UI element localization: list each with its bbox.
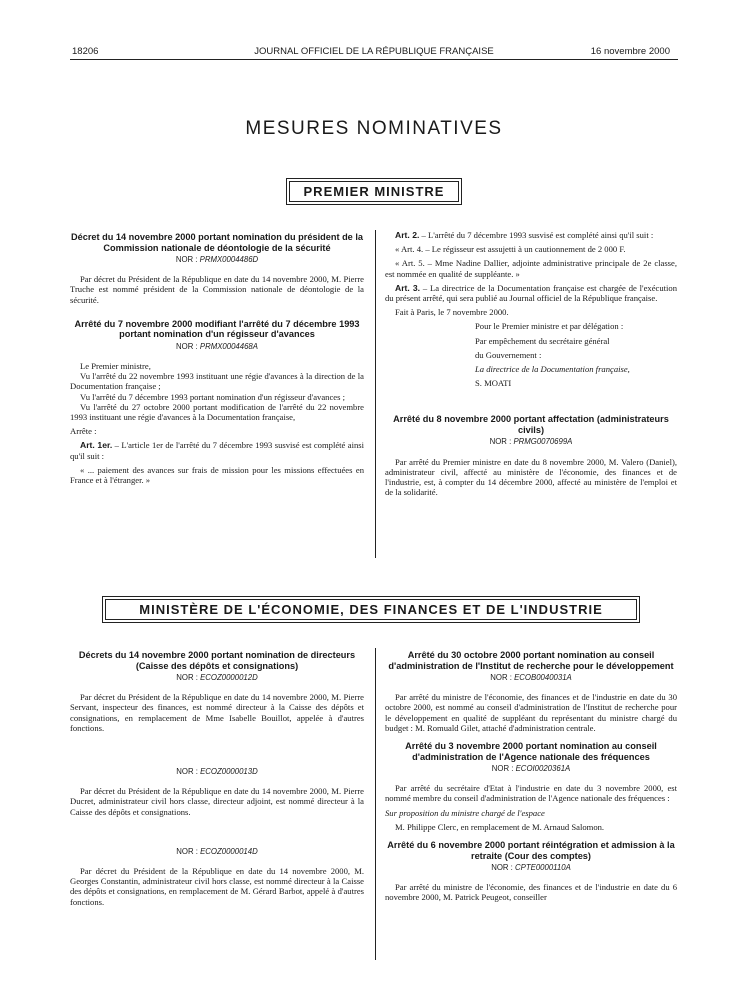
article-text: Art. 1er. – L'article 1er de l'arrêté du 7 décembre 1993 susvisé est complété ainsi qu'il suit :: [70, 440, 364, 461]
page-title: MESURES NOMINATIVES: [245, 118, 503, 139]
article-text: Le Premier ministre,: [80, 361, 151, 372]
article-text: Vu l'arrêté du 7 décembre 1993 portant nomination d'un régisseur d'avances ;: [80, 391, 345, 402]
nor-reference: NOR : CPTE0000110A: [491, 863, 571, 873]
arrete-label: Arrête :: [70, 426, 97, 437]
article-title: Décret du 14 novembre 2000 portant nomination du président de la Commission nationale de déontologie de la sécurité: [70, 232, 364, 253]
article-text: Vu l'arrêté du 22 novembre 1993 instituant une régie d'avances à la direction de la Documentation française ;: [70, 371, 364, 392]
nor-reference: NOR : ECOZ0000014D: [176, 846, 258, 856]
issue-date: 16 novembre 2000: [590, 46, 670, 57]
section2-left-column: [70, 650, 364, 911]
nor-reference: NOR : PRMG0070699A: [489, 437, 573, 447]
article-text: Fait à Paris, le 7 novembre 2000.: [395, 307, 509, 318]
nor-reference: NOR : ECOZ0000013D: [176, 767, 258, 777]
article-title: Arrêté du 3 novembre 2000 portant nomination au conseil d'administration de l'Agence nationale des fréquences: [405, 741, 657, 762]
section-heading-ministere-economie: MINISTÈRE DE L'ÉCONOMIE, DES FINANCES ET DE L'INDUSTRIE: [102, 596, 640, 623]
article-text: Par décret du Président de la République en date du 14 novembre 2000, M. Pierre Ducret, administrateur civil hors classe, directeur adjoint, est nommé directeur à la Caisse des dépôts et consignations.: [70, 786, 364, 817]
nor-reference: NOR : PRMX0004486D: [175, 255, 259, 264]
article-title: Arrêté du 30 octobre 2000 portant nomination au conseil d'administration de l'Institut de recherche pour le développement: [388, 650, 674, 671]
article-text: Par décret du Président de la République en date du 14 novembre 2000, M. Georges Constantin, administrateur civil hors classe, est nommé directeur à la Caisse des dépôts et consignations, en remplacement de M. Gérard Barbot, appelé à d'autres fonctions.: [70, 866, 364, 907]
article-title: Arrêté du 8 novembre 2000 portant affectation (administrateurs civils): [393, 414, 669, 435]
section2-right-column: [385, 650, 677, 907]
signature-line: La directrice de la Documentation française,: [475, 364, 630, 375]
article-text: Par arrêté du ministre de l'économie, des finances et de l'industrie en date du 6 novembre 2000, M. Patrick Peugeot, conseiller: [385, 882, 677, 903]
nor-reference: NOR : ECOI0020361A: [491, 764, 571, 774]
article-text: M. Philippe Clerc, en remplacement de M. Arnaud Salomon.: [395, 821, 605, 832]
article-text: Art. 2. – L'arrêté du 7 décembre 1993 susvisé est complété ainsi qu'il suit :: [395, 230, 654, 240]
signature-name: S. MOATI: [475, 378, 512, 389]
signature-line: du Gouvernement :: [475, 349, 542, 360]
article-title: Arrêté du 6 novembre 2000 portant réintégration et admission à la retraite (Cour des comptes): [387, 840, 675, 861]
nor-reference: NOR : ECOZ0000012D: [176, 673, 258, 682]
article-text: Par décret du Président de la République en date du 14 novembre 2000, M. Pierre Servant, inspecteur des finances, est nommé directeur à la Caisse des dépôts et consignations, en remplacement de Mme Isabelle Bouillot, appelée à d'autres fonctions.: [70, 692, 364, 733]
page-number: 18206: [72, 46, 99, 57]
header-rule: [70, 59, 678, 60]
column-divider: [375, 230, 376, 558]
article-text: Par arrêté du Premier ministre en date du 8 novembre 2000, M. Valero (Daniel), administrateur civil, affecté au ministère de l'économie, des finances et de l'industrie, est, à compter du 14 décembre 2000, affecté au ministère de l'emploi et de la solidarité.: [385, 456, 677, 498]
section1-left-column: [70, 232, 364, 489]
proposition-line: Sur proposition du ministre chargé de l'espace: [385, 807, 545, 818]
article-text: Par décret du Président de la République en date du 14 novembre 2000, M. Pierre Truche est nommé président de la Commission nationale de déontologie de la sécurité.: [70, 274, 364, 305]
journal-title: JOURNAL OFFICIEL DE LA RÉPUBLIQUE FRANÇAISE: [254, 46, 494, 57]
article-text: Vu l'arrêté du 27 octobre 2000 portant modification de l'arrêté du 22 novembre 1993 instituant une régie d'avances à la Documentation française,: [70, 401, 364, 423]
signature-line: Pour le Premier ministre et par délégation :: [475, 321, 624, 332]
nor-reference: NOR : ECOB0040031A: [490, 673, 572, 682]
section1-right-column: [385, 230, 677, 501]
article-title: Arrêté du 7 novembre 2000 modifiant l'arrêté du 7 décembre 1993 portant nomination d'un régisseur d'avances: [74, 318, 360, 340]
article-title: Décrets du 14 novembre 2000 portant nomination de directeurs (Caisse des dépôts et consignations): [78, 650, 356, 671]
article-text: « ... paiement des avances sur frais de mission pour les missions effectuées en France et à l'étranger. »: [70, 464, 364, 486]
nor-reference: NOR : PRMX0004468A: [176, 341, 258, 351]
section-heading-premier-ministre: PREMIER MINISTRE: [286, 178, 462, 205]
article-text: Par arrêté du secrétaire d'Etat à l'industrie en date du 3 novembre 2000, est nommé membre du conseil d'administration de l'Agence nationale des fréquences :: [385, 783, 677, 804]
signature-line: Par empêchement du secrétaire général: [475, 335, 610, 346]
article-text: « Art. 4. – Le régisseur est assujetti à un cautionnement de 2 000 F.: [395, 244, 626, 255]
article-text: Art. 3. – La directrice de la Documentation française est chargée de l'exécution du présent arrêté, qui sera publié au Journal officiel de la République française.: [385, 282, 678, 304]
article-text: Par arrêté du ministre de l'économie, des finances et de l'industrie en date du 30 octobre 2000, est nommé au conseil d'administration de l'Institut de recherche pour le développement en qualité de suppléant du représentant du ministre chargé du budget : M. Romuald Gilet, attaché d'administration centrale.: [385, 692, 677, 733]
column-divider: [375, 648, 376, 960]
article-text: « Art. 5. – Mme Nadine Dallier, adjointe administrative principale de 2e classe, est nommée en qualité de suppléante. »: [385, 258, 677, 279]
